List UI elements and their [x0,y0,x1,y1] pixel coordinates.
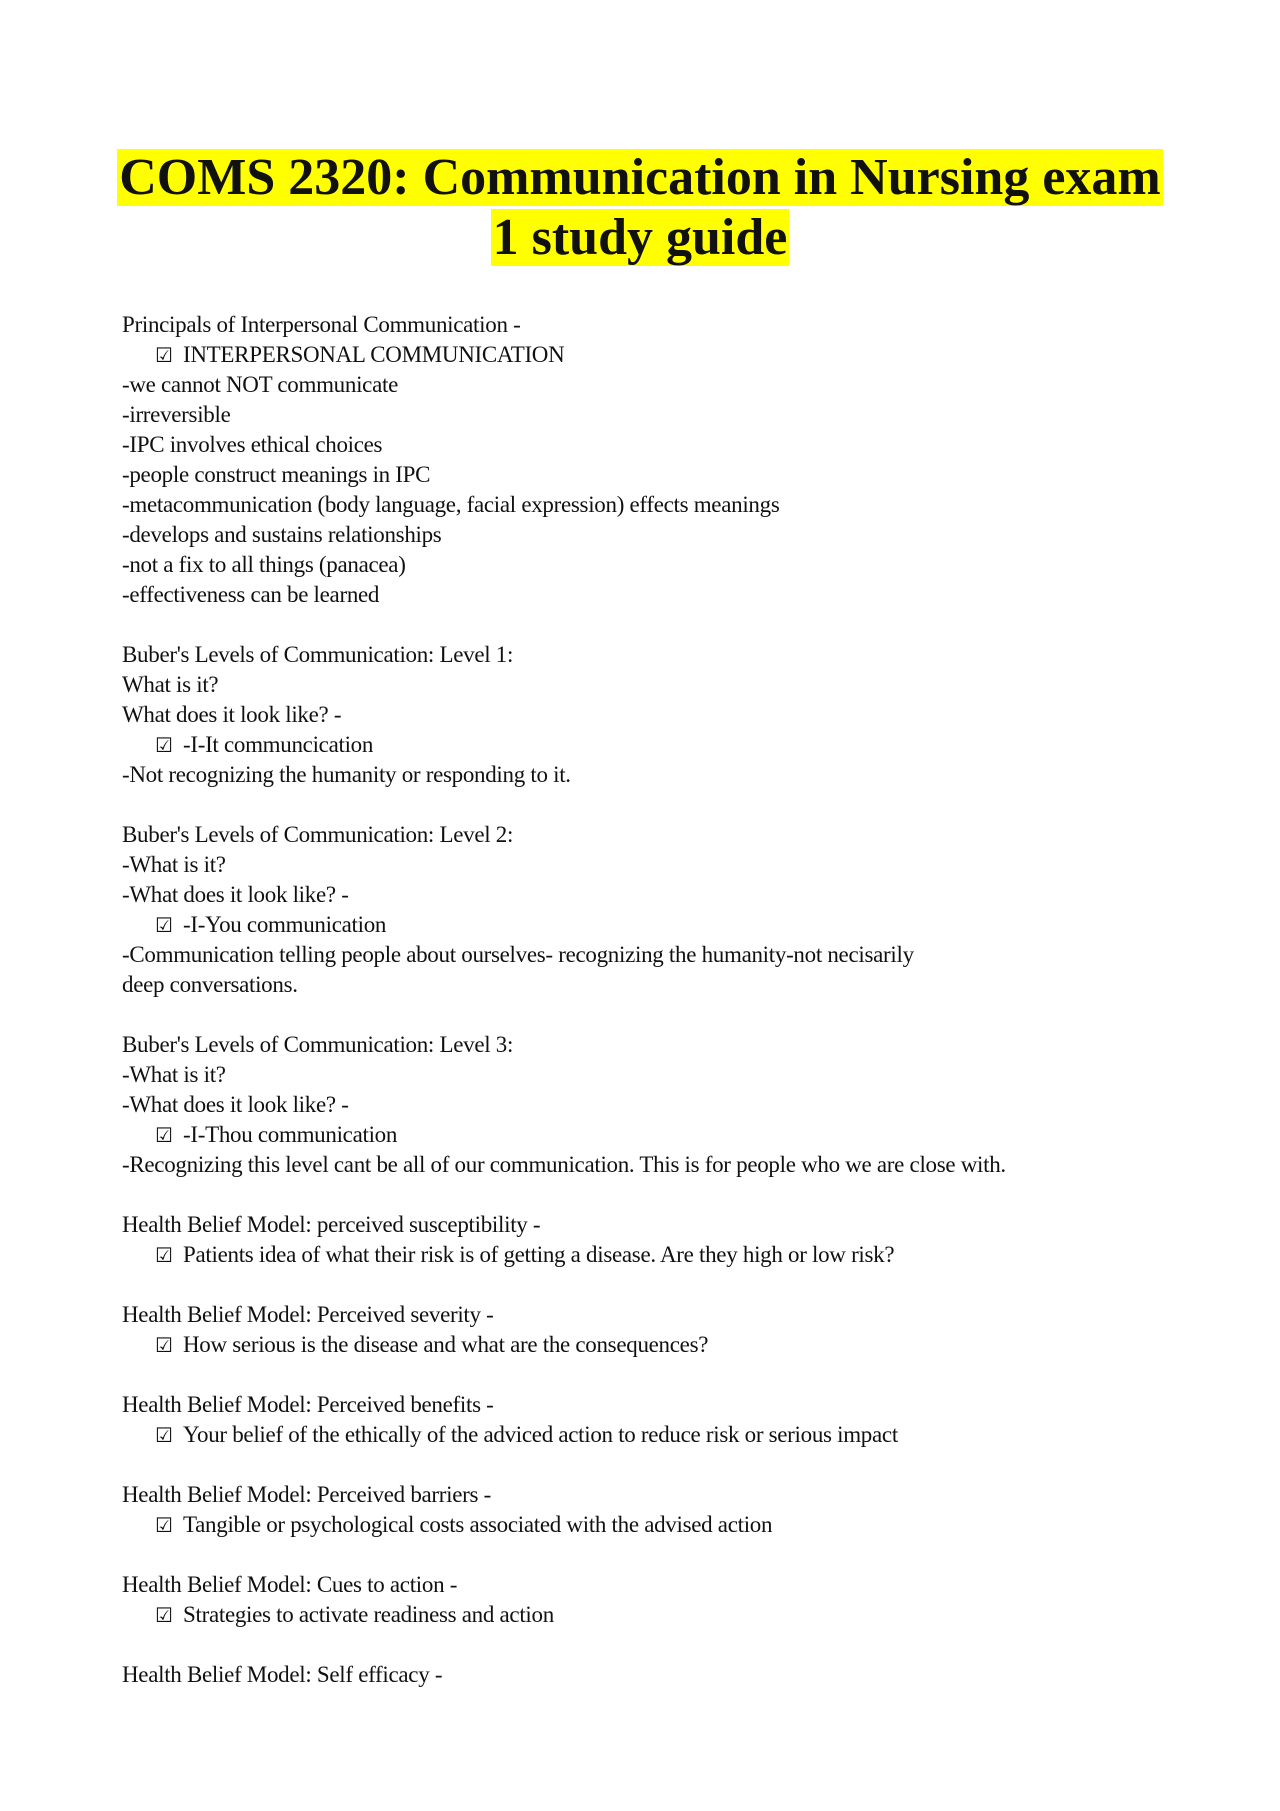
text-line: -Communication telling people about ourselves- recognizing the humanity-not necisarily [122,942,914,967]
text-line: -What does it look like? - [122,882,349,907]
checklist-item-text: -I-You communication [183,912,387,937]
text-line: -What is it? [122,852,226,877]
section-gap [122,1270,1162,1300]
section-gap [122,1360,1162,1390]
checklist-item [122,1600,1162,1630]
study-section [122,1030,1162,1180]
checklist-item-text: How serious is the disease and what are the consequences? [183,1332,709,1357]
study-guide-body [122,310,1162,1690]
text-line: -people construct meanings in IPC [122,462,431,487]
section-heading: Buber's Levels of Communication: Level 3: [122,1032,514,1057]
checklist-item-text: Strategies to activate readiness and action [183,1602,554,1627]
study-section [122,1480,1162,1540]
section-gap [122,1180,1162,1210]
text-line: -not a fix to all things (panacea) [122,552,406,577]
checkbox-checked-icon: ☑ [155,1333,173,1357]
checklist-item-text: -I-Thou communication [183,1122,398,1147]
text-line: -What does it look like? - [122,1092,349,1117]
checkbox-checked-icon: ☑ [155,1603,173,1627]
section-heading: Health Belief Model: Perceived barriers - [122,1482,491,1507]
text-line: deep conversations. [122,972,298,997]
checklist-item [122,910,1162,940]
checkbox-checked-icon: ☑ [155,343,173,367]
checklist-item [122,1120,1162,1150]
section-heading: Buber's Levels of Communication: Level 2: [122,822,514,847]
text-line: -develops and sustains relationships [122,522,442,547]
study-section [122,1570,1162,1630]
text-line: -IPC involves ethical choices [122,432,383,457]
checkbox-checked-icon: ☑ [155,1423,173,1447]
section-gap [122,790,1162,820]
study-section [122,820,1162,1000]
text-line: -irreversible [122,402,231,427]
text-line: -we cannot NOT communicate [122,372,398,397]
checkbox-checked-icon: ☑ [155,733,173,757]
study-section [122,1390,1162,1450]
checklist-item [122,1420,1162,1450]
text-line: -Not recognizing the humanity or responding to it. [122,762,571,787]
title-line-2: 1 study guide [492,209,788,266]
checklist-item [122,730,1162,760]
checklist-item [122,1510,1162,1540]
checklist-item [122,1240,1162,1270]
section-heading: Health Belief Model: Perceived benefits - [122,1392,494,1417]
checklist-item-text: Your belief of the ethically of the adviced action to reduce risk or serious impact [183,1422,898,1447]
checklist-item [122,1330,1162,1360]
section-gap [122,1000,1162,1030]
checkbox-checked-icon: ☑ [155,1513,173,1537]
section-heading: Health Belief Model: Self efficacy - [122,1662,443,1687]
section-gap [122,1540,1162,1570]
checklist-item-text: INTERPERSONAL COMMUNICATION [183,342,565,367]
checklist-item-text: Tangible or psychological costs associated with the advised action [183,1512,773,1537]
section-heading: Health Belief Model: Perceived severity - [122,1302,494,1327]
document-title [110,148,1170,268]
text-line: -metacommunication (body language, facial expression) effects meanings [122,492,780,517]
study-section [122,640,1162,790]
text-line: What is it? [122,672,219,697]
study-section [122,1210,1162,1270]
section-gap [122,1450,1162,1480]
section-gap [122,610,1162,640]
section-heading: Principals of Interpersonal Communication - [122,312,521,337]
section-heading: Health Belief Model: Cues to action - [122,1572,458,1597]
text-line: What does it look like? - [122,702,342,727]
section-heading: Health Belief Model: perceived susceptibility - [122,1212,541,1237]
study-section [122,1300,1162,1360]
study-section [122,310,1162,610]
title-line-1: COMS 2320: Communication in Nursing exam [119,149,1161,206]
checkbox-checked-icon: ☑ [155,913,173,937]
text-line: -What is it? [122,1062,226,1087]
checkbox-checked-icon: ☑ [155,1243,173,1267]
checkbox-checked-icon: ☑ [155,1123,173,1147]
text-line: -Recognizing this level cant be all of our communication. This is for people who we are close with. [122,1152,1006,1177]
checklist-item-text: Patients idea of what their risk is of getting a disease. Are they high or low risk? [183,1242,895,1267]
checklist-item-text: -I-It communcication [183,732,374,757]
study-section [122,1660,1162,1690]
section-heading: Buber's Levels of Communication: Level 1: [122,642,514,667]
checklist-item [122,340,1162,370]
section-gap [122,1630,1162,1660]
text-line: -effectiveness can be learned [122,582,380,607]
